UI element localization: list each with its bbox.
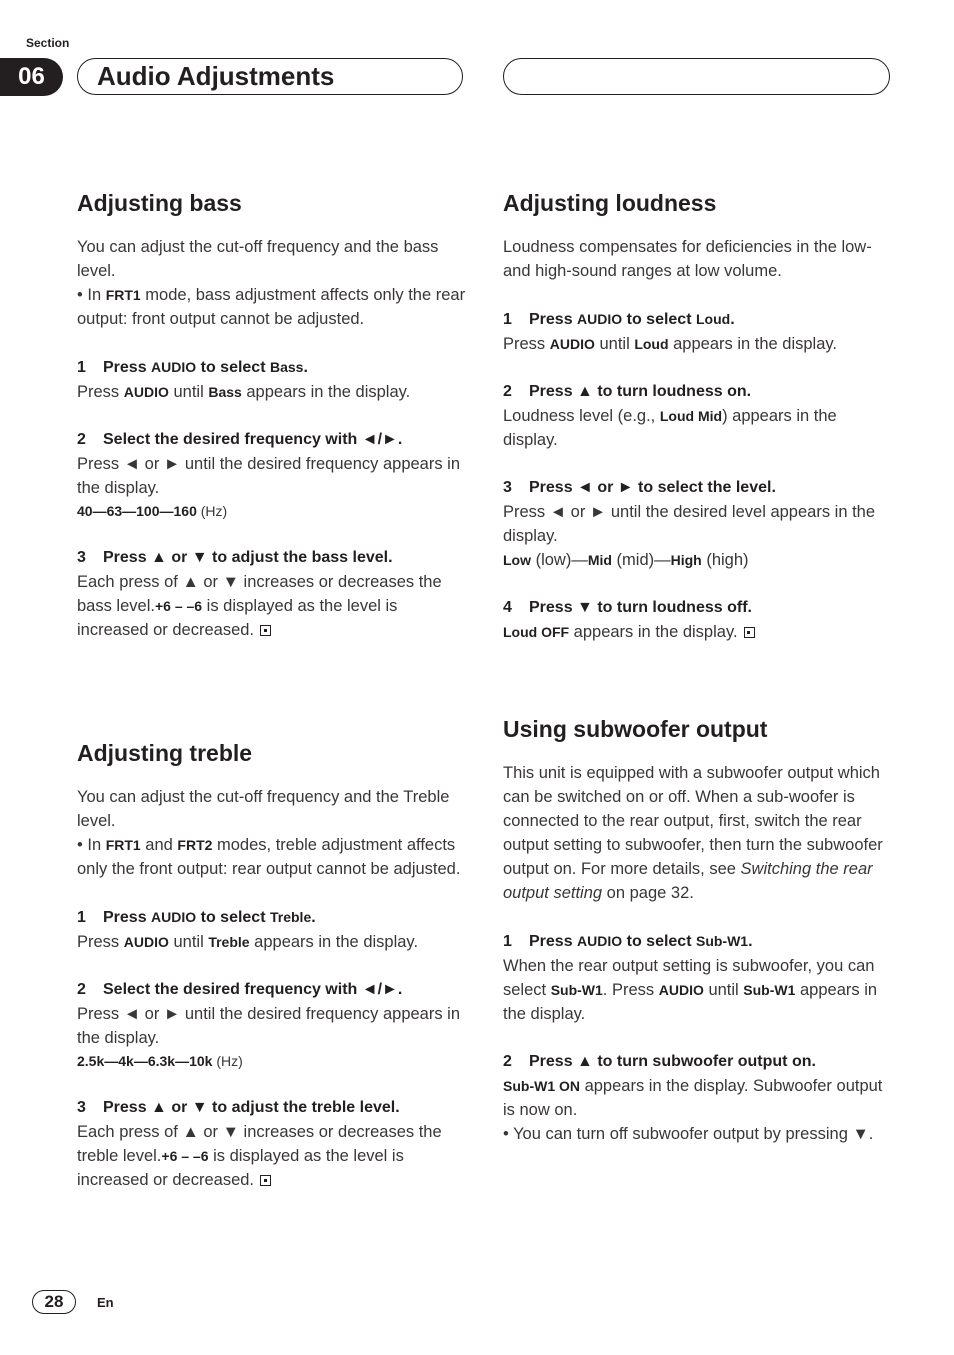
treble-step-1-body: Press AUDIO until Treble appears in the display. [77, 933, 419, 951]
loudness-level-list: Low (low)—Mid (mid)—High (high) [503, 551, 749, 569]
treble-frequency-list: 2.5k—4k—6.3k—10k (Hz) [77, 1053, 243, 1069]
treble-section [77, 739, 467, 1192]
loudness-step-1-body: Press AUDIO until Loud appears in the display. [503, 335, 838, 353]
bass-heading: Adjusting bass [77, 190, 242, 216]
subwoofer-step-1-body: When the rear output setting is subwoofer, you can select Sub-W1. Press AUDIO until Sub-W1 appears in the display. [503, 957, 878, 1023]
treble-heading: Adjusting treble [77, 740, 253, 766]
bass-step-2: 2 Select the desired frequency with ◄/►. [77, 431, 403, 448]
subwoofer-step-1: 1 Press AUDIO to select Sub-W1. [503, 933, 753, 950]
loudness-step-3-body: Press ◄ or ► until the desired level appears in the display. [503, 503, 876, 545]
subwoofer-step-2: 2 Press ▲ to turn subwoofer output on. [503, 1053, 816, 1070]
bass-section [77, 189, 467, 642]
bass-step-3: 3 Press ▲ or ▼ to adjust the bass level. [77, 549, 393, 566]
bass-frequency-list: 40—63—100—160 (Hz) [77, 503, 228, 519]
bass-intro: You can adjust the cut-off frequency and the bass level. [77, 238, 439, 280]
bass-step-1-body: Press AUDIO until Bass appears in the display. [77, 383, 411, 401]
treble-step-1: 1 Press AUDIO to select Treble. [77, 909, 316, 926]
loudness-step-1: 1 Press AUDIO to select Loud. [503, 311, 735, 328]
subwoofer-step-2-note: • You can turn off subwoofer output by pressing ▼. [503, 1125, 874, 1143]
page-title: Audio Adjustments [97, 61, 335, 91]
loudness-heading: Adjusting loudness [503, 190, 717, 216]
end-mark-icon [260, 625, 271, 636]
treble-step-3-body: Each press of ▲ or ▼ increases or decreases the treble level.+6 – –6 is displayed as the level is increased or decreased. [77, 1123, 442, 1189]
bass-step-3-body: Each press of ▲ or ▼ increases or decreases the bass level.+6 – –6 is displayed as the level is increased or decreased. [77, 573, 442, 639]
loudness-step-4: 4 Press ▼ to turn loudness off. [503, 599, 752, 616]
section-number-badge: 06 [0, 58, 63, 96]
treble-step-2: 2 Select the desired frequency with ◄/►. [77, 981, 403, 998]
section-label: Section [26, 36, 70, 50]
bass-note: • In FRT1 mode, bass adjustment affects only the rear output: front output cannot be adjusted. [77, 286, 466, 328]
end-mark-icon [744, 627, 755, 638]
treble-note: • In FRT1 and FRT2 modes, treble adjustment affects only the front output: rear output cannot be adjusted. [77, 836, 461, 878]
loudness-step-3: 3 Press ◄ or ► to select the level. [503, 479, 776, 496]
bass-step-2-body: Press ◄ or ► until the desired frequency appears in the display. [77, 455, 461, 497]
title-frame-right [503, 58, 890, 95]
language-label: En [97, 1295, 114, 1310]
subwoofer-step-2-body: Sub-W1 ON appears in the display. Subwoofer output is now on. [503, 1077, 883, 1119]
subwoofer-intro: This unit is equipped with a subwoofer output which can be switched on or off. When a sub-woofer is connected to the rear output, first, switch the rear output setting to subwoofer, then turn the subwoofer output on. For more details, see Switching the rear output setting on page 32. [503, 764, 883, 902]
end-mark-icon [260, 1175, 271, 1186]
subwoofer-heading: Using subwoofer output [503, 716, 768, 742]
treble-step-3: 3 Press ▲ or ▼ to adjust the treble level. [77, 1099, 400, 1116]
loudness-step-2: 2 Press ▲ to turn loudness on. [503, 383, 752, 400]
loudness-intro: Loudness compensates for deficiencies in the low- and high-sound ranges at low volume. [503, 238, 872, 280]
loudness-step-4-body: Loud OFF appears in the display. [503, 620, 893, 644]
treble-intro: You can adjust the cut-off frequency and the Treble level. [77, 788, 450, 830]
subwoofer-section [503, 715, 893, 1146]
loudness-step-2-body: Loudness level (e.g., Loud Mid) appears in the display. [503, 407, 837, 449]
loudness-section [503, 189, 893, 644]
page-number: 28 [32, 1290, 76, 1314]
treble-step-2-body: Press ◄ or ► until the desired frequency appears in the display. [77, 1005, 461, 1047]
bass-step-1: 1 Press AUDIO to select Bass. [77, 359, 308, 376]
